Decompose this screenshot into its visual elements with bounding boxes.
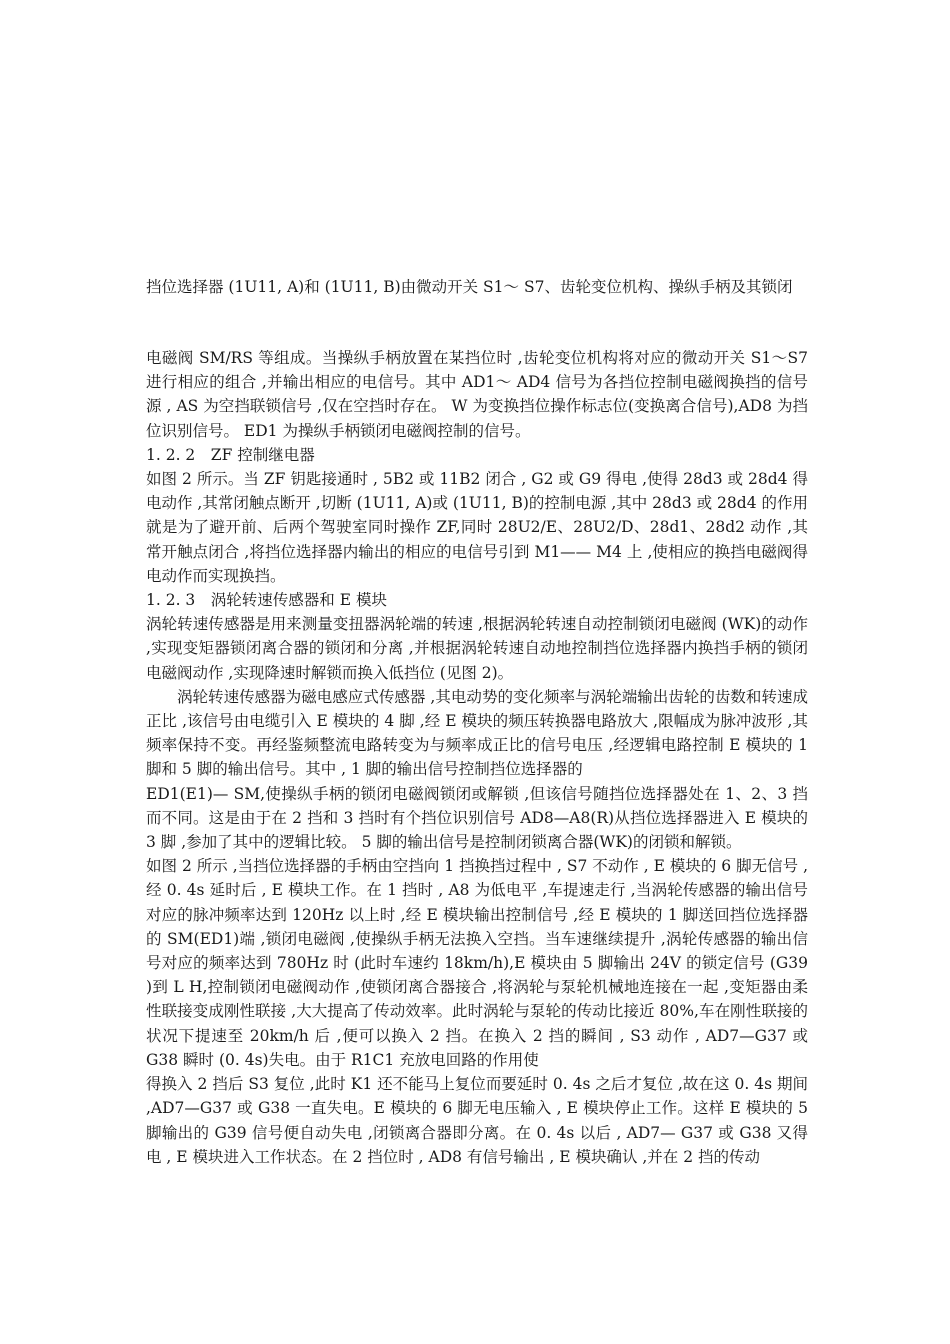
lead-line: 挡位选择器 (1U11, A)和 (1U11, B)由微动开关 S1～ S7、齿轮变位机构、操纵手柄及其锁闭 <box>146 278 793 296</box>
paragraph-gear-selector: 电磁阀 SM/RS 等组成。当操纵手柄放置在某挡位时 ,齿轮变位机构将对应的微动开关 S1～S7 进行相应的组合 ,并输出相应的电信号。其中 AD1～ AD4 信号为各挡位控制电磁阀换挡的信号源 , AS 为空挡联锁信号 ,仅在空挡时存在。 W 为变换挡位操作标志位(变换离合信号),AD8 为挡位识别信号。 ED1 为操纵手柄锁闭电磁阀控制的信号。 <box>146 349 808 440</box>
paragraph-sensor-principle: 涡轮转速传感器为磁电感应式传感器 ,其电动势的变化频率与涡轮端输出齿轮的齿数和转速成正比 ,该信号由电缆引入 E 模块的 4 脚 ,经 E 模块的频压转换器电路放大 ,限幅成为脉冲波形 ,其频率保持不变。再经鉴频整流电路转变为与频率成正比的信号电压 ,经逻辑电路控制 E 模块的 1 脚和 5 脚的输出信号。其中 , 1 脚的输出信号控制挡位选择器的 <box>146 687 808 779</box>
paragraph-zf-relay: 如图 2 所示。当 ZF 钥匙接通时 , 5B2 或 11B2 闭合 , G2 或 G9 得电 ,使得 28d3 或 28d4 得电动作 ,其常闭触点断开 ,切断 (1U11, A)或 (1U11, B)的控制电源 ,其中 28d3 或 28d4 的作用就是为了避开前、后两个驾驶室同时操作 ZF,同时 28U2/E、28U2/D、28d1、28d2 动作 ,其常开触点闭合 ,将挡位选择器内输出的相应的电信号引到 M1—— M4 上 ,使相应的换挡电磁阀得电动作而实现换挡。 <box>146 470 808 585</box>
paragraph-shift-process: 如图 2 所示 ,当挡位选择器的手柄由空挡向 1 挡换挡过程中 , S7 不动作 , E 模块的 6 脚无信号 ,经 0. 4s 延时后 , E 模块工作。在 1 挡时 , A8 为低电平 ,车提速走行 ,当涡轮传感器的输出信号对应的脉冲频率达到 120Hz 以上时 ,经 E 模块输出控制信号 ,经 E 模块的 1 脚送回挡位选择器的 SM(ED1)端 ,锁闭电磁阀 ,使操纵手柄无法换入空挡。当车速继续提升 ,涡轮传感器的输出信号对应的频率达到 780Hz 时 (此时车速约 18km/h),E 模块由 5 脚输出 24V 的锁定信号 (G39 )到 L H,控制锁闭电磁阀动作 ,使锁闭离合器接合 ,将涡轮与泵轮机械地连接在一起 ,变矩器由柔性联接变成刚性联接 ,大大提高了传动效率。此时涡轮与泵轮的传动比接近 80%,车在刚性联接的状况下提速至 20km/h 后 ,便可以换入 2 挡。在换入 2 挡的瞬间 , S3 动作 , AD7—G37 或 G38 瞬时 (0. 4s)失电。由于 R1C1 充放电回路的作用使 <box>146 857 808 1069</box>
section-number: 1. 2. 2 <box>146 445 196 464</box>
paragraph-second-gear: 得换入 2 挡后 S3 复位 ,此时 K1 还不能马上复位而要延时 0. 4s 之后才复位 ,故在这 0. 4s 期间 ,AD7—G37 或 G38 一直失电。E 模块的 6 脚无电压输入 , E 模块停止工作。这样 E 模块的 5 脚输出的 G39 信号便自动失电 ,闭锁离合器即分离。在 0. 4s 以后 , AD7— G37 或 G38 又得电 , E 模块进入工作状态。在 2 挡位时 , AD8 有信号输出 , E 模块确认 ,并在 2 挡的传动 <box>146 1075 808 1166</box>
section-heading-turbine-sensor <box>146 588 808 612</box>
paragraph-turbine-purpose: 涡轮转速传感器是用来测量变扭器涡轮端的转速 ,根据涡轮转速自动控制锁闭电磁阀 (WK)的动作 ,实现变矩器锁闭离合器的锁闭和分离 ,并根据涡轮转速自动地控制挡位选择器内换挡手柄的锁闭电磁阀动作 ,实现降速时解锁而换入低挡位 (见图 2)。 <box>146 615 808 682</box>
section-heading-zf-relay <box>146 443 808 467</box>
section-title: 涡轮转速传感器和 E 模块 <box>210 591 387 610</box>
section-number: 1. 2. 3 <box>146 591 196 610</box>
paragraph-ed1-signal: ED1(E1)— SM,使操纵手柄的锁闭电磁阀锁闭或解锁 ,但该信号随挡位选择器处在 1、2、3 挡而不同。这是由于在 2 挡和 3 挡时有个挡位识别信号 AD8—A8(R)从挡位选择器进入 E 模块的 3 脚 ,参加了其中的逻辑比较。 5 脚的输出信号是控制闭锁离合器(WK)的闭锁和解锁。 <box>146 784 808 852</box>
section-title: ZF 控制继电器 <box>210 445 315 464</box>
body-text <box>146 346 808 1169</box>
